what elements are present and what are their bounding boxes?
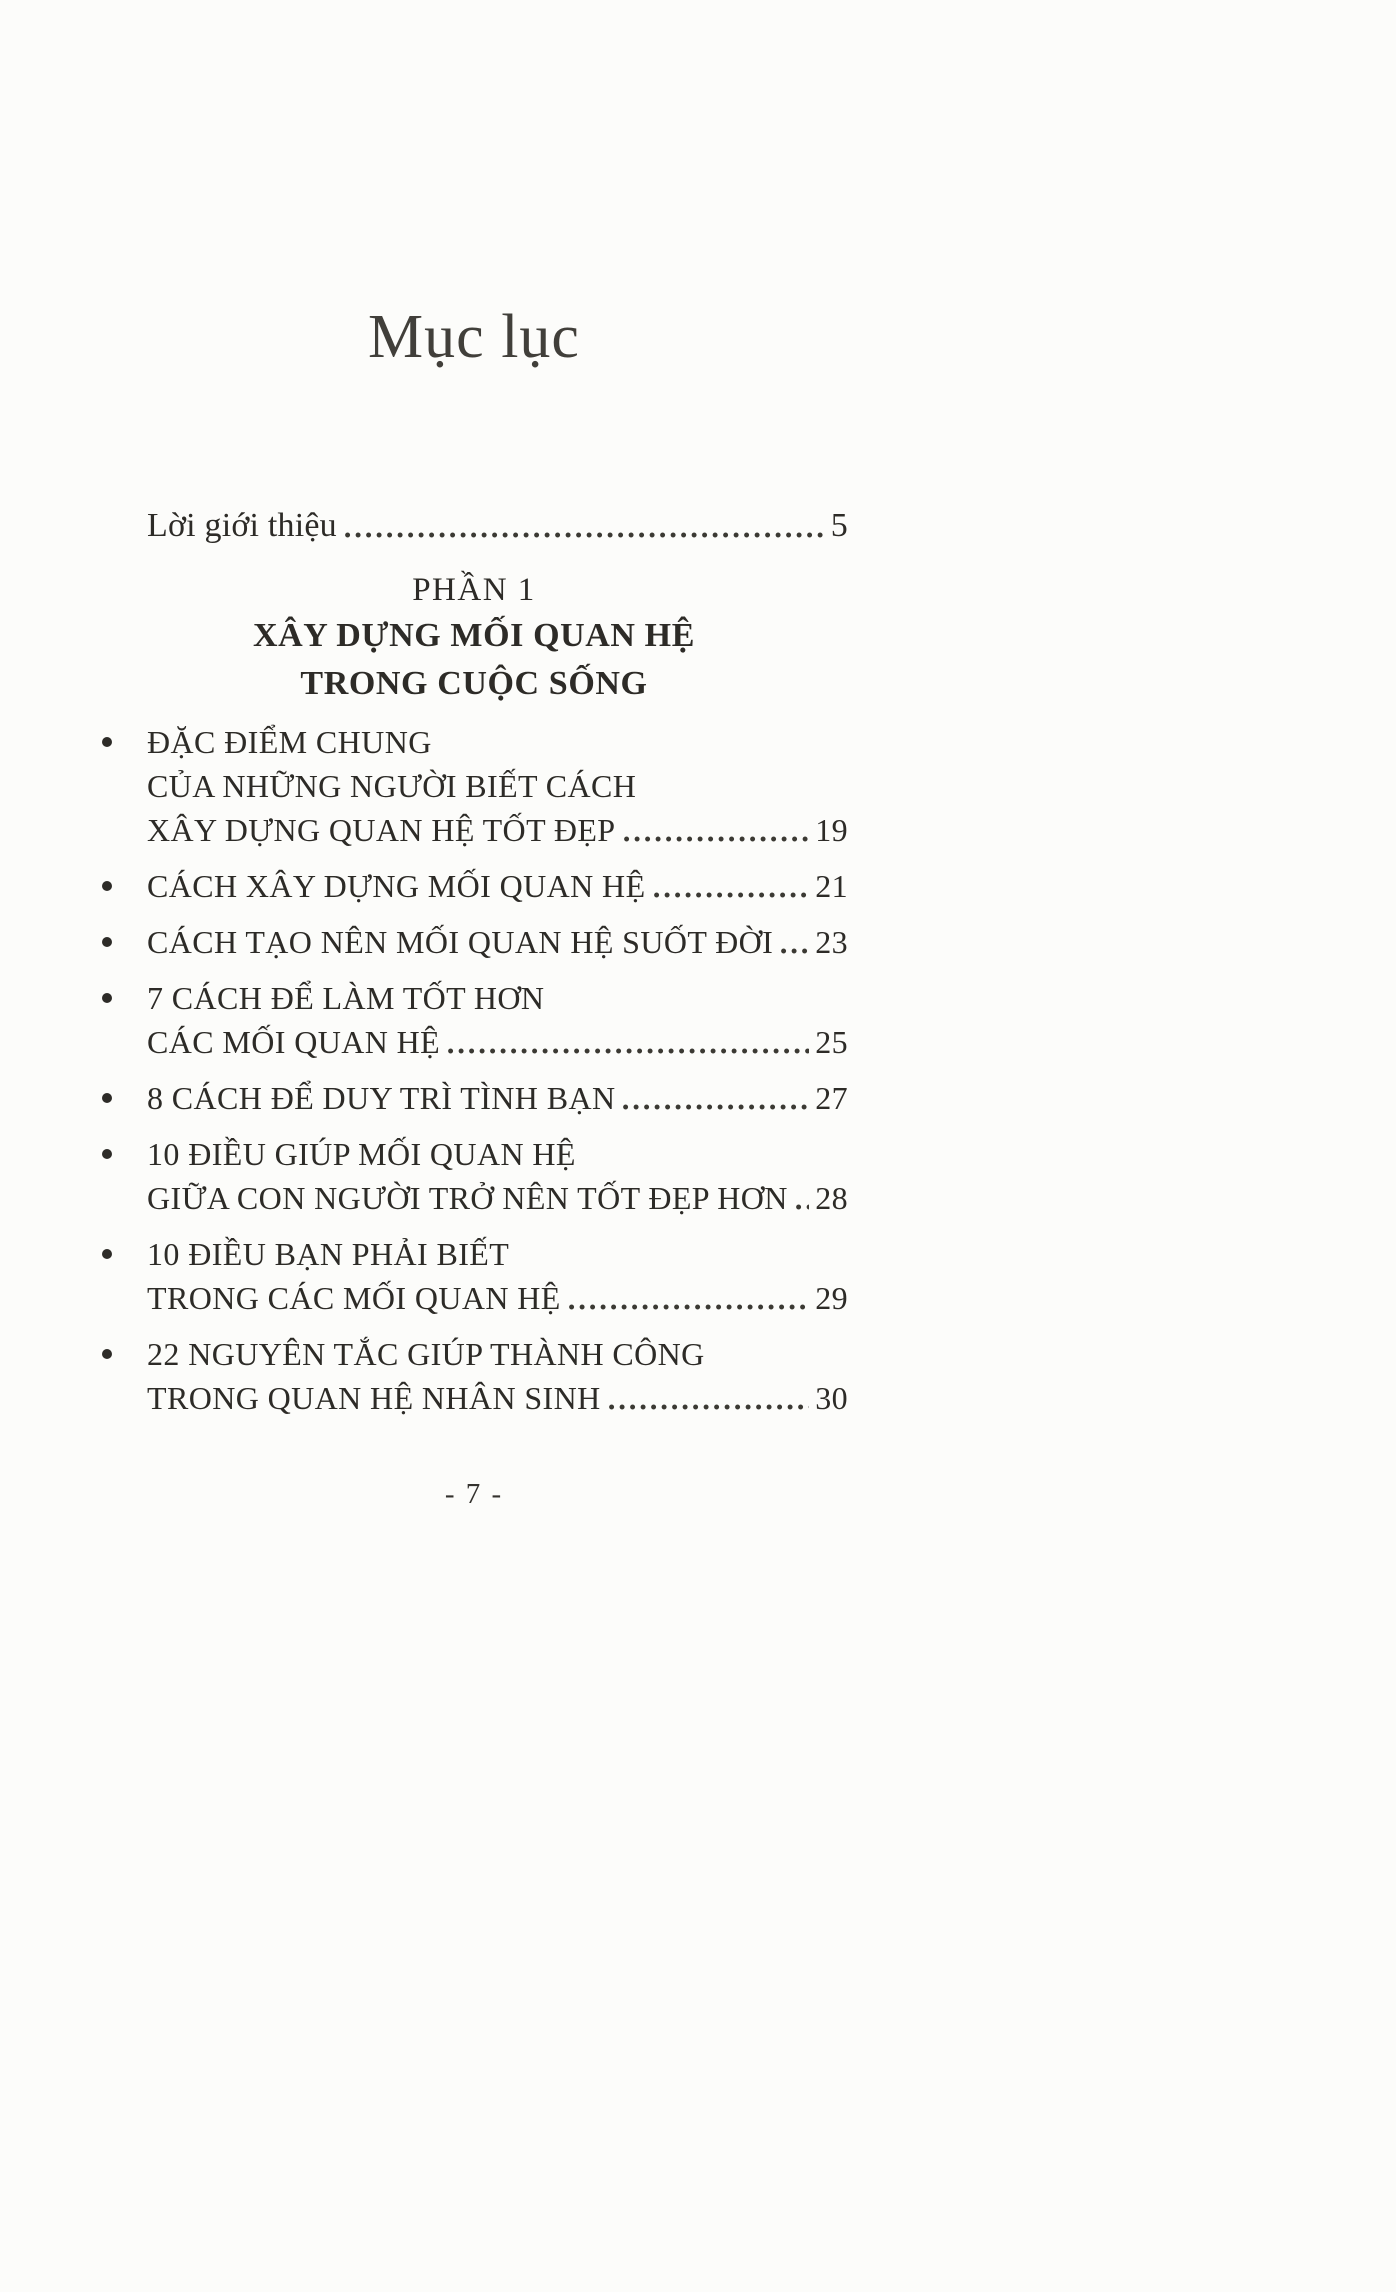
toc-entry-line-row [147,976,848,1020]
dot-leader [654,890,810,900]
toc-entry-line: TRONG CÁC MỐI QUAN HỆ [147,1280,561,1316]
toc-entry-line-row [147,764,848,808]
toc-entry-line: CÁCH XÂY DỰNG MỐI QUAN HỆ [147,868,646,904]
toc-entry [100,864,848,908]
table-of-contents [100,492,848,1420]
toc-page-number: 21 [815,868,848,904]
toc-page-number: 25 [815,1024,848,1060]
dot-leader [623,1102,809,1112]
toc-entry-body [147,976,848,1064]
toc-entry-line: CÁC MỐI QUAN HỆ [147,1024,441,1060]
toc-entry-line: TRONG QUAN HỆ NHÂN SINH [147,1380,601,1416]
toc-entry [100,920,848,964]
toc-entry-intro [100,504,848,548]
bullet-icon [102,1093,112,1103]
toc-page-number: 30 [815,1380,848,1416]
toc-entry-body [147,1132,848,1220]
toc-entry-body [147,864,848,908]
bullet-column [100,1332,147,1359]
toc-entry-body [147,1232,848,1320]
page-title: Mục lục [368,303,580,371]
toc-entry-body [147,720,848,852]
toc-entry [100,976,848,1064]
toc-entry-line: 7 CÁCH ĐỂ LÀM TỐT HƠN [147,980,545,1016]
toc-entry-line: 22 NGUYÊN TẮC GIÚP THÀNH CÔNG [147,1336,705,1372]
toc-entry-line-row [147,1132,848,1176]
toc-entry-line: ĐẶC ĐIỂM CHUNG [147,724,432,760]
toc-entry-line-row [147,864,848,908]
toc-page-number: 28 [815,1180,848,1216]
toc-entry-line: 8 CÁCH ĐỂ DUY TRÌ TÌNH BẠN [147,1080,616,1116]
toc-entry [100,720,848,852]
toc-entry-line-row [147,1376,848,1420]
toc-entry-line-row [147,1332,848,1376]
toc-entry-line-row [147,920,848,964]
toc-entry-line: 10 ĐIỀU BẠN PHẢI BIẾT [147,1236,510,1272]
bullet-icon [102,1249,112,1259]
dot-leader [609,1402,810,1412]
bullet-icon [102,1149,112,1159]
dot-leader [624,834,810,844]
page-number-footer: - 7 - [444,1478,504,1510]
bullet-column [100,1076,147,1103]
toc-entry-line: XÂY DỰNG QUAN HỆ TỐT ĐẸP [147,812,616,848]
bullet-column [100,864,147,891]
toc-entry-line: 10 ĐIỀU GIÚP MỐI QUAN HỆ [147,1136,576,1172]
toc-entry-line: GIỮA CON NGƯỜI TRỞ NÊN TỐT ĐẸP HƠN [147,1180,788,1216]
toc-entry-line-row [147,808,848,852]
toc-entry-line-row [147,1232,848,1276]
toc-entry-line-row [147,1276,848,1320]
toc-entry [100,1132,848,1220]
toc-entry-line-row [147,1076,848,1120]
toc-entry [100,1332,848,1420]
toc-entry-line: CÁCH TẠO NÊN MỐI QUAN HỆ SUỐT ĐỜI [147,924,774,960]
toc-page-number: 19 [815,812,848,848]
toc-entry-body [147,504,848,548]
bullet-column [100,1232,147,1259]
bullet-icon [102,737,112,747]
toc-page-number: 5 [830,507,848,544]
toc-entry-line-row [147,504,848,548]
bullet-icon [102,1349,112,1359]
toc-page-number: 27 [815,1080,848,1116]
bullet-icon [102,993,112,1003]
part-title-line1: XÂY DỰNG MỐI QUAN HỆ [252,617,695,654]
part-title-line2: TRONG CUỘC SỐNG [300,665,648,702]
dot-leader [345,530,825,540]
toc-entry-list [100,720,848,1420]
bullet-column [100,976,147,1003]
toc-entry-body [147,1076,848,1120]
dot-leader [569,1302,809,1312]
toc-entry [100,1076,848,1120]
bullet-column [100,1132,147,1159]
toc-entry-label: Lời giới thiệu [147,507,337,544]
toc-entry-line-row [147,1020,848,1064]
part-label: PHẦN 1 [412,572,536,608]
dot-leader [781,946,809,956]
dot-leader [448,1046,809,1056]
toc-entry [100,1232,848,1320]
bullet-column [100,720,147,747]
toc-entry-body [147,920,848,964]
toc-entry-line: CỦA NHỮNG NGƯỜI BIẾT CÁCH [147,768,637,804]
bullet-icon [102,881,112,891]
toc-entry-line-row [147,1176,848,1220]
bullet-column [100,920,147,947]
toc-entry-line-row [147,720,848,764]
toc-page-number: 23 [815,924,848,960]
toc-page-number: 29 [815,1280,848,1316]
bullet-icon [102,937,112,947]
toc-entry-body [147,1332,848,1420]
dot-leader [796,1202,809,1212]
